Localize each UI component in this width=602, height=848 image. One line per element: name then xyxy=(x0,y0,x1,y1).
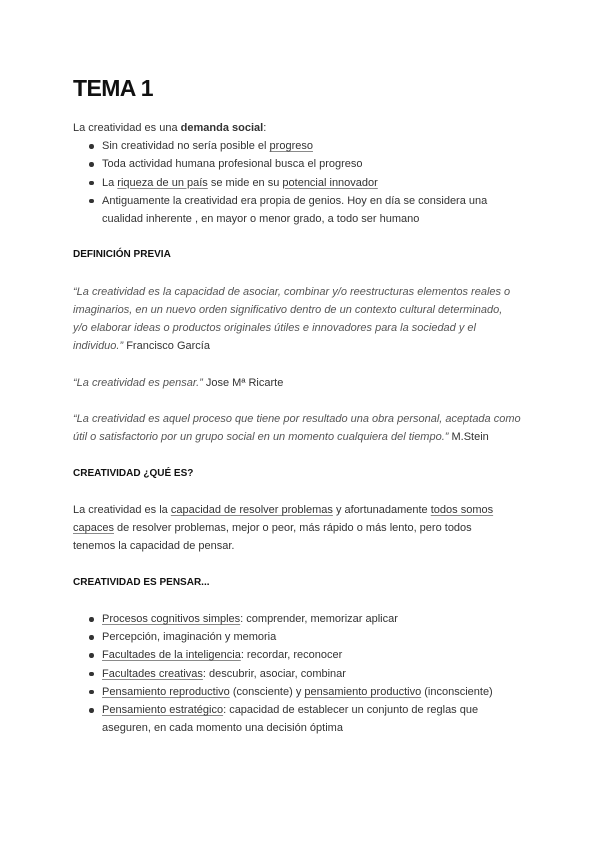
list-item-text: Percepción, imaginación y memoria xyxy=(102,631,277,644)
underlined-term: todos somos xyxy=(430,503,494,516)
bullet-icon xyxy=(89,162,94,167)
quote-author: M.Stein xyxy=(451,431,489,444)
list-item xyxy=(73,628,553,646)
underlined-term: capaces xyxy=(73,522,114,535)
thinking-bullet-list xyxy=(73,610,553,737)
underlined-term: Pensamiento estratégico xyxy=(102,704,224,716)
quote-block xyxy=(73,283,553,356)
list-item xyxy=(73,665,553,683)
text-segment: Sin creatividad no sería posible el xyxy=(102,140,270,153)
list-item-text-continued: cualidad inherente , en mayor o menor grado, a todo ser humano xyxy=(102,212,420,225)
list-item-text xyxy=(102,610,553,628)
list-item-text xyxy=(102,646,553,664)
list-item xyxy=(73,646,553,664)
list-item xyxy=(73,137,553,155)
intro-bold-term: demanda social xyxy=(180,122,264,134)
list-item-text xyxy=(102,155,553,173)
list-item xyxy=(73,701,553,737)
bullet-icon xyxy=(89,617,94,622)
underlined-term: capacidad de resolver problemas xyxy=(170,503,333,516)
intro-text: La creatividad es una xyxy=(73,122,181,134)
underlined-term: riqueza de un país xyxy=(117,176,208,189)
quote-line: “La creatividad es aquel proceso que tiene por resultado una obra personal, aceptada como xyxy=(73,413,521,425)
page-title: TEMA 1 xyxy=(73,75,153,101)
list-item xyxy=(73,174,553,192)
underlined-term: Pensamiento reproductivo xyxy=(102,685,230,698)
bullet-icon xyxy=(89,672,94,677)
spacer xyxy=(73,592,553,610)
quote-line: y/o elaborar ideas o productos originales útiles e innovadores para la sociedad y el xyxy=(73,322,476,335)
list-item-text: Antiguamente la creatividad era propia de genios. Hoy en día se considera una xyxy=(102,194,488,207)
section-heading-what-is: CREATIVIDAD ¿QUÉ ES? xyxy=(73,467,194,479)
bullet-icon xyxy=(89,199,94,204)
list-item-text xyxy=(102,174,553,192)
quote-text: útil o satisfactorio por un grupo social en un momento cualquiera del tiempo.” xyxy=(73,431,449,444)
quote-author: Francisco García xyxy=(126,340,210,353)
spacer xyxy=(73,228,553,246)
underlined-term: Facultades creativas xyxy=(102,667,203,680)
list-item xyxy=(73,610,553,628)
list-item xyxy=(73,155,553,173)
text-segment: La xyxy=(102,176,118,189)
intro-bullet-list xyxy=(73,137,553,228)
underlined-term: Procesos cognitivos simples xyxy=(102,613,241,626)
intro-paragraph xyxy=(73,119,553,137)
spacer xyxy=(73,265,553,283)
text-segment: : recordar, reconocer xyxy=(240,649,343,662)
list-item-text-continued: aseguren, en cada momento una decisión óptima xyxy=(102,722,343,735)
spacer xyxy=(73,446,553,464)
quote-line xyxy=(73,374,553,392)
text-segment: : comprender, memorizar aplicar xyxy=(240,613,398,626)
text-segment: Toda actividad humana profesional busca el progreso xyxy=(102,158,363,171)
what-is-paragraph xyxy=(73,501,553,556)
paragraph-line xyxy=(73,519,553,537)
quote-line xyxy=(73,337,553,355)
bullet-icon xyxy=(89,635,94,640)
underlined-term: progreso xyxy=(269,140,313,153)
quote-block xyxy=(73,410,553,446)
text-segment: : descubrir, asociar, combinar xyxy=(202,667,346,680)
text-segment: (inconsciente) xyxy=(421,685,493,698)
intro-colon: : xyxy=(263,122,267,134)
paragraph-line xyxy=(73,501,553,519)
spacer xyxy=(73,483,553,501)
bullet-icon xyxy=(89,181,94,186)
section-heading-definition: DEFINICIÓN PREVIA xyxy=(73,249,171,261)
quote-line: imaginarios, en un nuevo orden significativo dentro de un contexto cultural determinado, xyxy=(73,303,503,316)
text-segment: se mide en su xyxy=(207,176,283,189)
bullet-icon xyxy=(89,690,94,695)
quote-text: individuo.” xyxy=(73,340,124,353)
text-segment: (consciente) y xyxy=(229,685,305,698)
list-item-text xyxy=(102,701,553,719)
paragraph-line: tenemos la capacidad de pensar. xyxy=(73,540,235,553)
section-heading-thinking: CREATIVIDAD ES PENSAR... xyxy=(73,576,210,588)
quote-line: “La creatividad es la capacidad de asociar, combinar y/o reestructuras elementos reales o xyxy=(73,285,511,298)
list-item xyxy=(73,192,553,228)
spacer xyxy=(73,392,553,410)
quote-author: Jose Mª Ricarte xyxy=(205,376,284,389)
spacer xyxy=(73,355,553,373)
text-segment: y afortunadamente xyxy=(332,503,431,516)
text-segment: : capacidad de establecer un conjunto de reglas que xyxy=(223,704,479,716)
list-item-text xyxy=(102,665,553,683)
document-body xyxy=(73,119,553,737)
spacer xyxy=(73,556,553,574)
list-item-text xyxy=(102,683,553,701)
underlined-term: potencial innovador xyxy=(282,176,378,189)
text-segment: La creatividad es la xyxy=(73,503,171,516)
bullet-icon xyxy=(89,708,94,713)
quote-block xyxy=(73,374,553,392)
text-segment: de resolver problemas, mejor o peor, más rápido o más lento, pero todos xyxy=(113,522,472,535)
bullet-icon xyxy=(89,653,94,658)
quote-text: “La creatividad es pensar.” xyxy=(73,376,203,389)
list-item-text xyxy=(102,137,553,155)
underlined-term: Facultades de la inteligencia xyxy=(102,649,241,662)
list-item xyxy=(73,683,553,701)
underlined-term: pensamiento productivo xyxy=(304,685,422,698)
quote-line xyxy=(73,428,553,446)
bullet-icon xyxy=(89,144,94,149)
